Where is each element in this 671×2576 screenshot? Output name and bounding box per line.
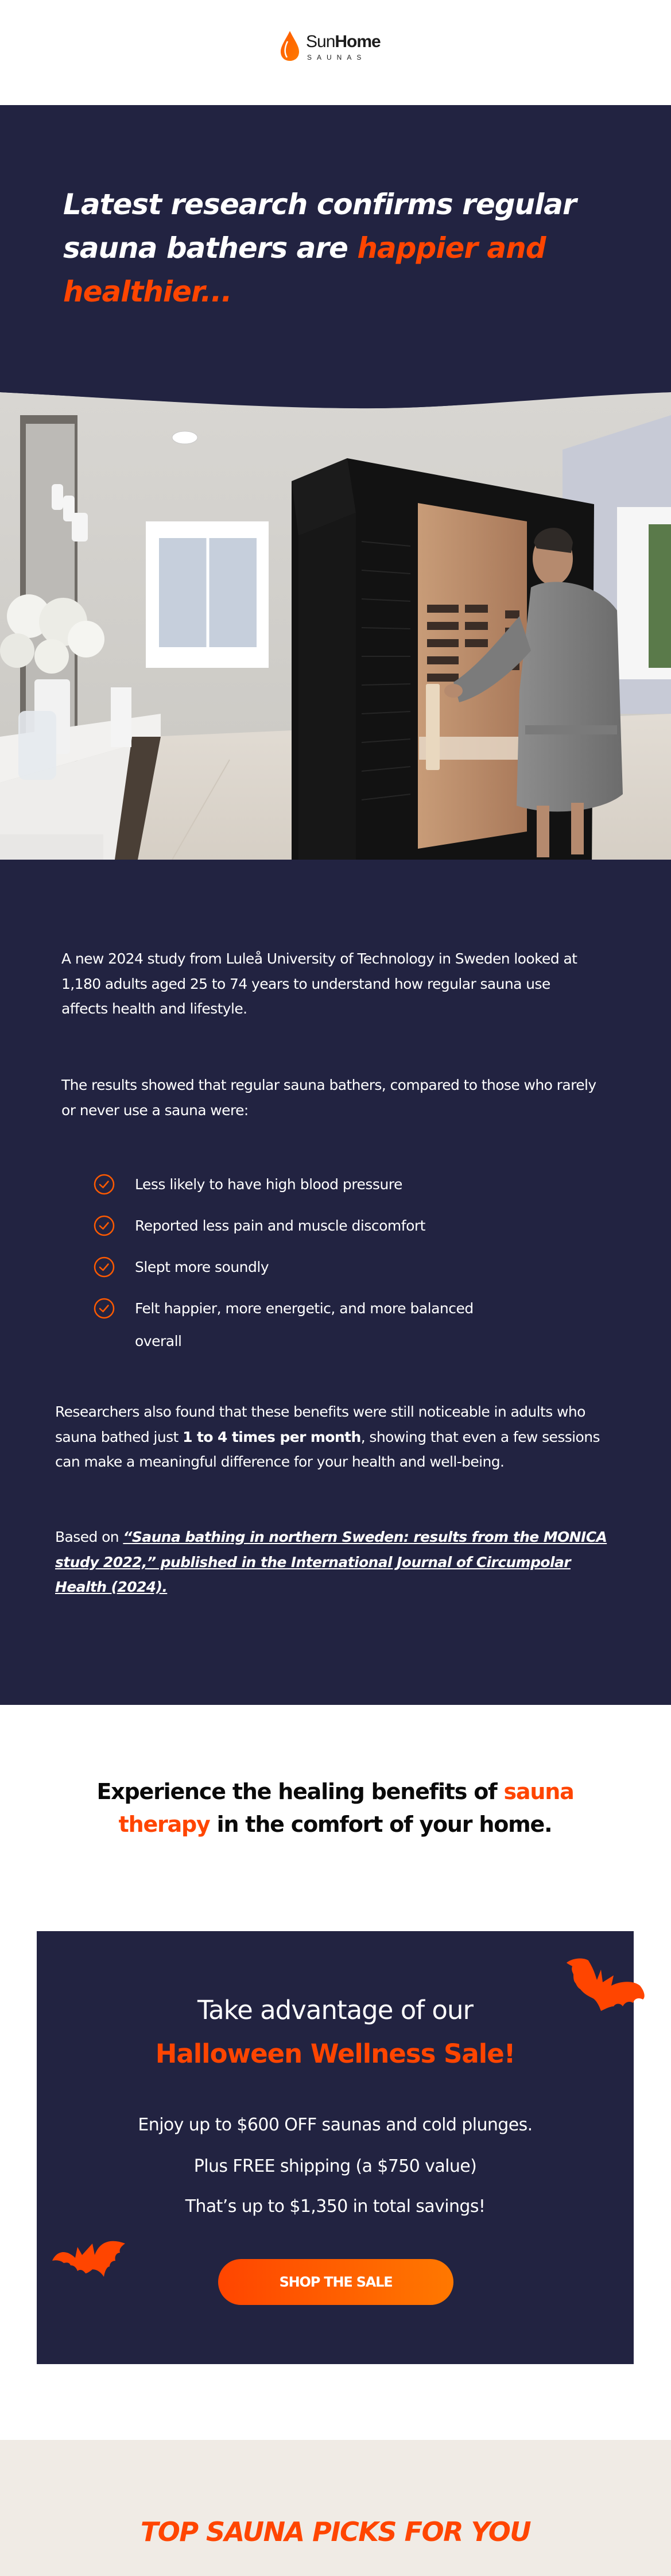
benefit-item	[92, 1251, 608, 1283]
bat-icon	[52, 2238, 126, 2278]
benefit-item	[92, 1292, 505, 1357]
study-intro-paragraph: A new 2024 study from Luleå University of Technology in Sweden looked at 1,180 adults aged 25 to 74 years to understand how regular sauna use affects health and lifestyle.	[61, 950, 577, 1017]
benefit-text: Felt happier, more energetic, and more balanced overall	[135, 1300, 474, 1349]
hero-headline	[63, 183, 626, 314]
experience-heading	[77, 1776, 594, 1841]
sale-title-line2: Halloween Wellness Sale!	[155, 2039, 515, 2069]
experience-heading-highlight: sauna therapy	[118, 1779, 574, 1837]
study-results-paragraph: The results showed that regular sauna bathers, compared to those who rarely or never use a sauna were:	[61, 1077, 596, 1119]
source-study-link[interactable]: “Sauna bathing in northern Sweden: results from the MONICA study 2022,” published in the International Journal of Circumpolar Health (2024).	[55, 1529, 607, 1595]
check-circle-icon	[94, 1256, 115, 1278]
brand-name-bold: Home	[335, 32, 381, 51]
top-picks-section	[0, 2440, 671, 2576]
frequency-highlight: 1 to 4 times per month	[183, 1428, 361, 1445]
benefit-text: Reported less pain and muscle discomfort	[135, 1217, 425, 1234]
frequency-text-after: , showing that even a few sessions can make a meaningful difference for your health and well-being.	[55, 1428, 600, 1470]
email-header	[0, 0, 671, 105]
hero-headline-plain: sauna bathers are	[63, 231, 358, 265]
sunhome-saunas-logo[interactable]	[280, 30, 394, 67]
brand-tagline: SAUNAS	[307, 53, 367, 61]
sale-offer-line2: Plus FREE shipping (a $750 value)	[193, 2156, 477, 2176]
frequency-paragraph	[55, 1399, 618, 1475]
source-citation	[55, 1525, 623, 1600]
frequency-text-before: Researchers also found that these benefits were still noticeable in adults who sauna bathed just	[55, 1403, 585, 1445]
wave-divider	[0, 392, 671, 432]
benefit-text: Less likely to have high blood pressure	[135, 1176, 402, 1193]
sale-offer-line3: That’s up to $1,350 in total savings!	[185, 2196, 486, 2217]
sale-title-line1: Take advantage of our	[197, 1995, 473, 2025]
shop-the-sale-button[interactable]: SHOP THE SALE	[218, 2259, 453, 2305]
hero-image	[0, 392, 671, 860]
hero-headline-line3: healthier...	[63, 275, 232, 308]
benefit-text: Slept more soundly	[135, 1259, 269, 1275]
halloween-sale-box	[37, 1931, 634, 2364]
benefit-item	[92, 1209, 608, 1242]
bat-icon	[565, 1958, 646, 2011]
sale-offer-line1: Enjoy up to $600 OFF saunas and cold plunges.	[138, 2115, 533, 2135]
benefit-item	[92, 1168, 608, 1201]
benefits-list	[92, 1168, 608, 1366]
water-drop-icon	[280, 30, 300, 62]
check-circle-icon	[94, 1215, 115, 1236]
sauna-bathroom-photo	[0, 392, 671, 860]
hero-headline-highlight: happier and	[357, 231, 546, 265]
hero-headline-line2	[63, 226, 626, 270]
hero-headline-line1: Latest research confirms regular	[63, 188, 576, 221]
experience-heading-after: in the comfort of your home.	[210, 1812, 552, 1837]
check-circle-icon	[94, 1298, 115, 1319]
top-picks-title: TOP SAUNA PICKS FOR YOU	[140, 2516, 531, 2547]
experience-heading-before: Experience the healing benefits of	[96, 1779, 504, 1804]
source-prefix: Based on	[55, 1529, 123, 1545]
brand-name	[306, 32, 381, 52]
brand-name-light: Sun	[306, 32, 335, 51]
check-circle-icon	[94, 1174, 115, 1195]
